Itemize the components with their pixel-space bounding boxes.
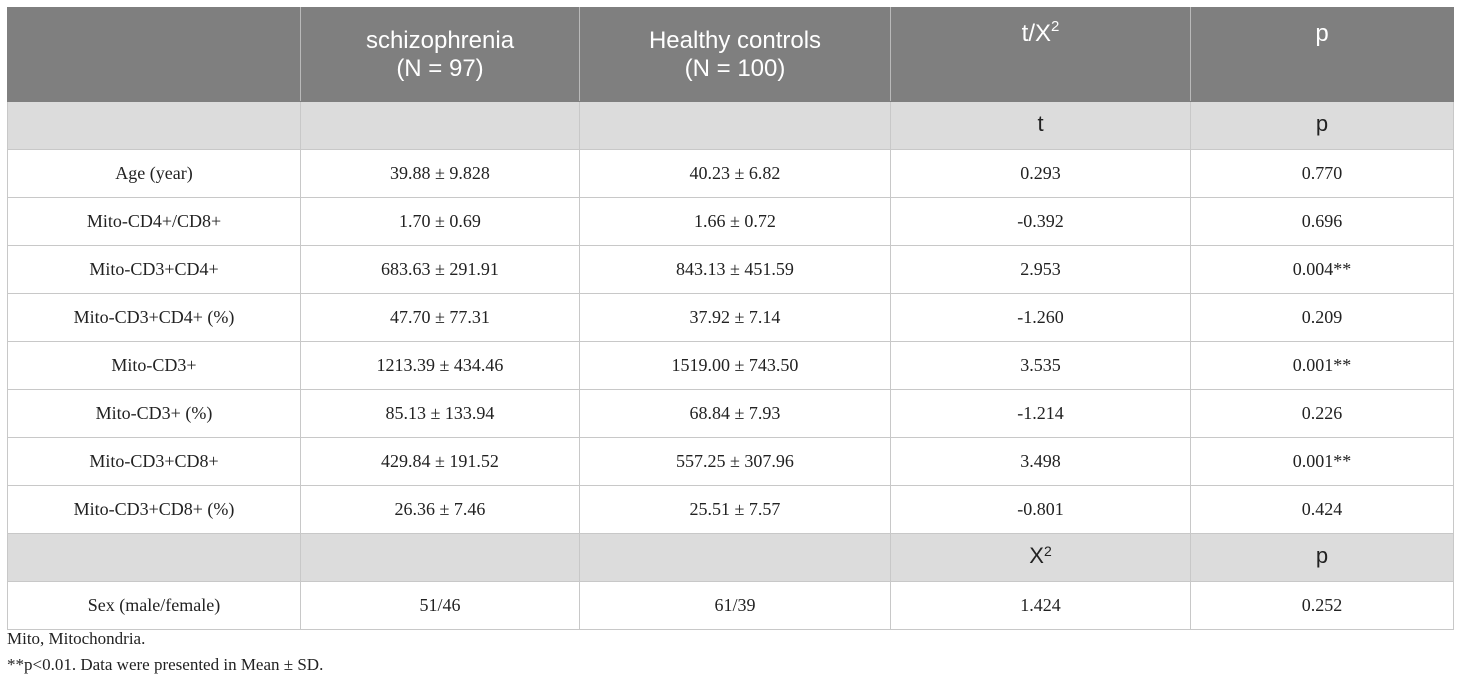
subheader-x2-base: X <box>1029 542 1044 568</box>
statistic-value: -0.801 <box>891 486 1191 534</box>
row-label: Mito-CD4+/CD8+ <box>8 198 301 246</box>
subheader-cell <box>8 534 301 582</box>
schizophrenia-value: 85.13 ± 133.94 <box>301 390 580 438</box>
statistic-value: 0.293 <box>891 150 1191 198</box>
header-statistic-sup: 2 <box>1051 18 1060 35</box>
subheader-t-text: t <box>1037 110 1044 136</box>
table-row <box>8 342 1454 390</box>
p-value: 0.696 <box>1191 198 1454 246</box>
header-schizophrenia-n: (N = 97) <box>396 54 484 82</box>
table-row <box>8 390 1454 438</box>
row-label: Mito-CD3+CD4+ <box>8 246 301 294</box>
controls-value: 1.66 ± 0.72 <box>580 198 891 246</box>
p-value: 0.424 <box>1191 486 1454 534</box>
schizophrenia-value: 1213.39 ± 434.46 <box>301 342 580 390</box>
schizophrenia-value: 429.84 ± 191.52 <box>301 438 580 486</box>
statistic-value: -1.214 <box>891 390 1191 438</box>
statistic-value: -1.260 <box>891 294 1191 342</box>
statistic-value: -0.392 <box>891 198 1191 246</box>
controls-value: 68.84 ± 7.93 <box>580 390 891 438</box>
header-schizophrenia-title: schizophrenia <box>365 26 515 54</box>
row-label: Mito-CD3+CD4+ (%) <box>8 294 301 342</box>
footnote-significance: **p<0.01. Data were presented in Mean ± SD. <box>7 655 324 674</box>
controls-value: 1519.00 ± 743.50 <box>580 342 891 390</box>
schizophrenia-value: 1.70 ± 0.69 <box>301 198 580 246</box>
statistic-value: 1.424 <box>891 582 1191 630</box>
statistic-value: 3.498 <box>891 438 1191 486</box>
header-schizophrenia <box>301 8 580 102</box>
results-table <box>7 7 1454 630</box>
subheader-cell <box>8 102 301 150</box>
row-label: Mito-CD3+CD8+ (%) <box>8 486 301 534</box>
subheader-p-label <box>1191 534 1454 582</box>
table-row <box>8 150 1454 198</box>
subheader-p-label <box>1191 102 1454 150</box>
controls-value: 37.92 ± 7.14 <box>580 294 891 342</box>
p-value: 0.226 <box>1191 390 1454 438</box>
subheader-x2-label <box>891 534 1191 582</box>
p-value: 0.004** <box>1191 246 1454 294</box>
p-value: 0.001** <box>1191 438 1454 486</box>
p-value: 0.001** <box>1191 342 1454 390</box>
subheader-cell <box>301 534 580 582</box>
subheader-x2-sup: 2 <box>1043 542 1052 559</box>
table-row <box>8 438 1454 486</box>
subheader-cell <box>580 534 891 582</box>
p-value: 0.252 <box>1191 582 1454 630</box>
table-row <box>8 486 1454 534</box>
header-healthy-controls <box>580 8 891 102</box>
table-footnotes <box>7 626 323 678</box>
schizophrenia-value: 683.63 ± 291.91 <box>301 246 580 294</box>
schizophrenia-value: 51/46 <box>301 582 580 630</box>
p-value: 0.209 <box>1191 294 1454 342</box>
row-label: Mito-CD3+CD8+ <box>8 438 301 486</box>
table-row <box>8 294 1454 342</box>
controls-value: 25.51 ± 7.57 <box>580 486 891 534</box>
subheader-t-label <box>891 102 1191 150</box>
statistic-value: 3.535 <box>891 342 1191 390</box>
p-value: 0.770 <box>1191 150 1454 198</box>
schizophrenia-value: 47.70 ± 77.31 <box>301 294 580 342</box>
results-table-container <box>7 7 1453 630</box>
subheader-cell <box>580 102 891 150</box>
row-label: Mito-CD3+ <box>8 342 301 390</box>
subheader-p-text: p <box>1315 542 1329 568</box>
table-row <box>8 198 1454 246</box>
table-row <box>8 246 1454 294</box>
row-label: Sex (male/female) <box>8 582 301 630</box>
schizophrenia-value: 39.88 ± 9.828 <box>301 150 580 198</box>
header-statistic <box>891 8 1191 102</box>
table-header-row <box>8 8 1454 102</box>
subheader-p-text: p <box>1315 110 1329 136</box>
subheader-cell <box>301 102 580 150</box>
controls-value: 40.23 ± 6.82 <box>580 150 891 198</box>
subheader-row-t <box>8 102 1454 150</box>
row-label: Mito-CD3+ (%) <box>8 390 301 438</box>
statistic-value: 2.953 <box>891 246 1191 294</box>
controls-value: 843.13 ± 451.59 <box>580 246 891 294</box>
row-label: Age (year) <box>8 150 301 198</box>
subheader-row-x2 <box>8 534 1454 582</box>
table-row-sex <box>8 582 1454 630</box>
header-controls-n: (N = 100) <box>684 54 786 82</box>
controls-value: 61/39 <box>580 582 891 630</box>
header-empty-cell <box>8 8 301 102</box>
footnote-abbreviation: Mito, Mitochondria. <box>7 629 146 648</box>
header-p-value: p <box>1191 8 1454 102</box>
header-controls-title: Healthy controls <box>648 26 822 54</box>
header-statistic-base: t/X <box>1021 20 1051 47</box>
controls-value: 557.25 ± 307.96 <box>580 438 891 486</box>
schizophrenia-value: 26.36 ± 7.46 <box>301 486 580 534</box>
